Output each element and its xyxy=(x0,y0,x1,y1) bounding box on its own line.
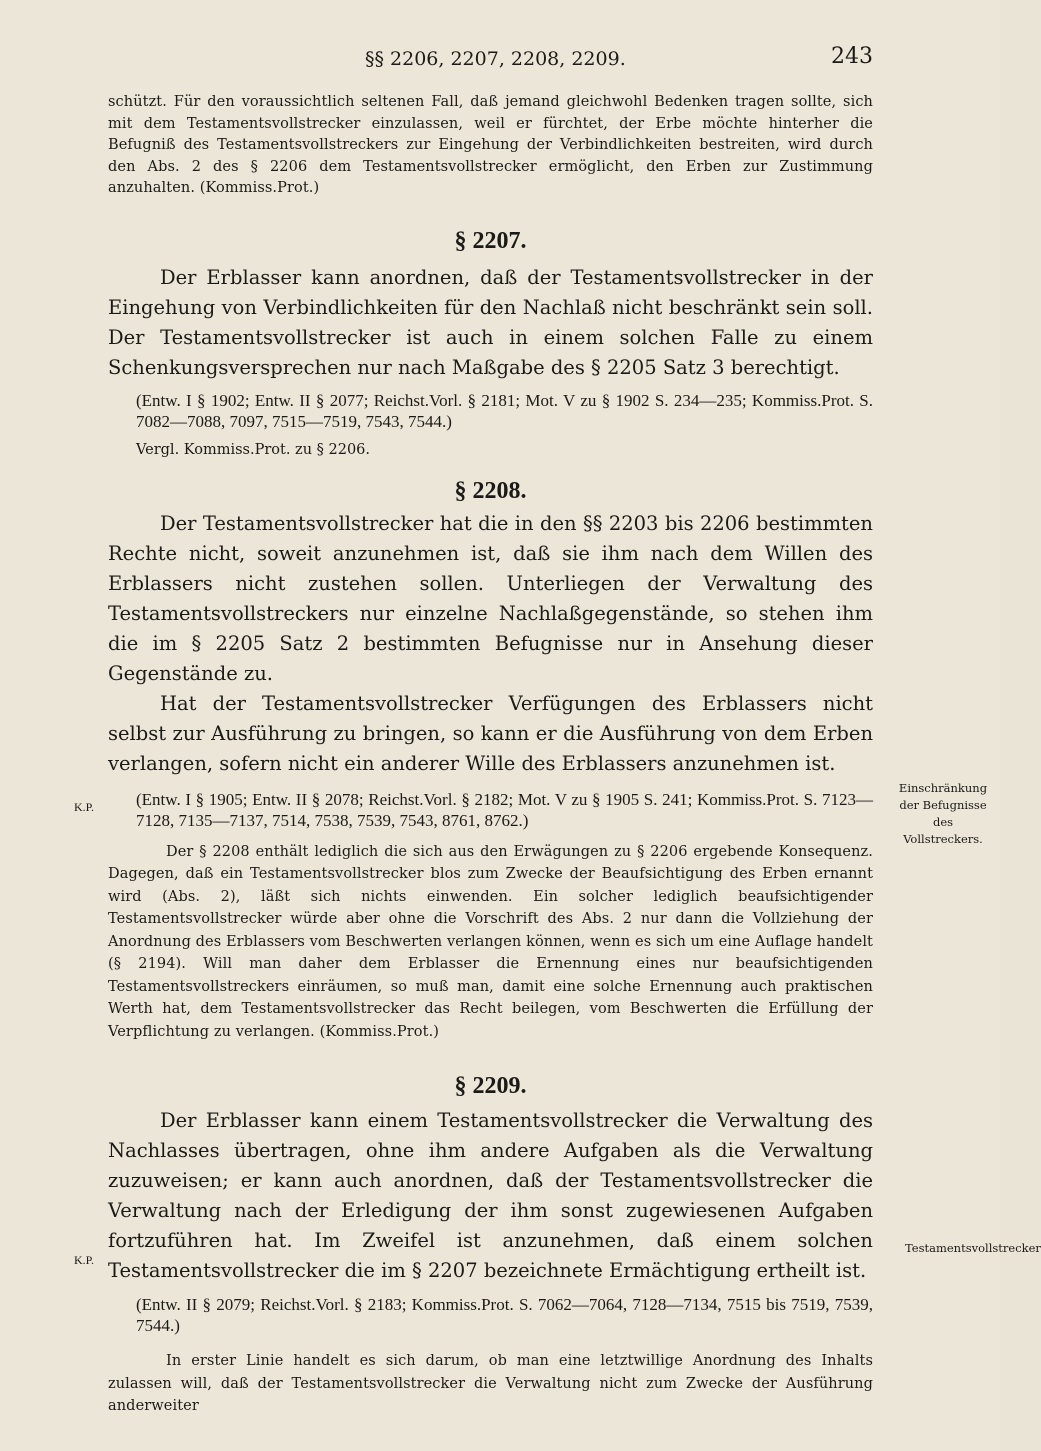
section-heading-2208: § 2208. xyxy=(454,477,527,504)
section-2208-commentary: Der § 2208 enthält lediglich die sich aus den Erwägungen zu § 2206 ergebende Konsequenz. Dagegen, daß ein Testamentsvollstrecker blos zum Zwecke der Beaufsichtigung des Erben ernannt wird (Abs. 2), läßt sich nichts einwenden. Ein solcher lediglich beaufsichtigender Testamentsvollstrecker würde aber ohne die Vorschrift des Abs. 2 nur dann die Vollziehung der Anordnung des Erblassers vom Beschwerten verlangen können, wenn es sich um eine Auflage handelt (§ 2194). Will man daher dem Erblasser die Ernennung eines nur beaufsichtigenden Testamentsvollstreckers einräumen, so muß man, damit eine solche Ernennung auch praktischen Werth hat, dem Testamentsvollstrecker das Recht beilegen, vom Beschwerten die Erfüllung der Verpflichtung zu verlangen. (Kommiss.Prot.) xyxy=(108,843,873,1040)
section-2208-paragraph-2: Hat der Testamentsvollstrecker Verfügungen des Erblassers nicht selbst zur Ausführung zu bringen, so kann er die Ausführung von dem Erben verlangen, sofern nicht ein anderer Wille des Erblassers anzunehmen ist. xyxy=(108,691,873,775)
section-2209-text: Der Erblasser kann einem Testamentsvollstrecker die Verwaltung des Nachlasses übertragen, ohne ihm andere Aufgaben als die Verwaltung zuzuweisen; er kann auch anordnen, daß der Testamentsvollstrecker die Verwaltung nach der Erledigung der ihm sonst zugewiesenen Aufgaben fortzuführen hat. Im Zweifel ist anzunehmen, daß einem solchen Testamentsvollstrecker die im § 2207 bezeichnete Ermächtigung ertheilt ist. xyxy=(108,1109,873,1282)
running-head-sections: §§ 2206, 2207, 2208, 2209. xyxy=(365,48,626,70)
section-2208-references: (Entw. I § 1905; Entw. II § 2078; Reichst.Vorl. § 2182; Mot. V zu § 1905 S. 241; Kommiss.Prot. S. 7123—7128, 7135—7137, 7514, 7538, 7539, 7543, 8761, 8762.) xyxy=(136,789,873,830)
kp-marker-2208: K.P. xyxy=(74,800,95,814)
section-2209-references: (Entw. II § 2079; Reichst.Vorl. § 2183; Kommiss.Prot. S. 7062—7064, 7128—7134, 7515 bis 7519, 7539, 7544.) xyxy=(136,1295,873,1335)
page-body xyxy=(108,92,873,1418)
section-2209-commentary: In erster Linie handelt es sich darum, ob man eine letztwillige Anordnung des Inhalts zulassen will, daß der Testamentsvollstrecker die Verwaltung nicht zum Zwecke der Ausführung anderweiter xyxy=(108,1353,873,1414)
section-2208-paragraph-1: Der Testamentsvollstrecker hat die in den §§ 2203 bis 2206 bestimmten Rechte nicht, soweit anzunehmen ist, daß sie ihm nach dem Willen des Erblassers nicht zustehen sollen. Unterliegen der Verwaltung des Testamentsvollstreckers nur einzelne Nachlaßgegenstände, so stehen ihm die im § 2205 Satz 2 bestimmten Befugnisse nur in Ansehung dieser Gegenstände zu. xyxy=(108,511,873,685)
section-2207-vergl: Vergl. Kommiss.Prot. zu § 2206. xyxy=(136,441,371,458)
running-head xyxy=(105,44,875,74)
margin-note-2209: Testamentsvollstrecker xyxy=(905,1241,1041,1255)
intro-paragraph: schützt. Für den voraussichtlich seltenen Fall, daß jemand gleichwohl Bedenken tragen sollte, sich mit dem Testamentsvollstrecker einzulassen, weil er fürchtet, der Erbe möchte hinterher die Befugniß des Testamentsvollstreckers zur Eingehung der Verbindlichkeiten bestreiten, wird durch den Abs. 2 des § 2206 dem Testamentsvollstrecker ermöglicht, den Erben zur Zustimmung anzuhalten. (Kommiss.Prot.) xyxy=(108,94,873,196)
margin-note-2208: Einschränkung der Befugnisse des Vollstreckers. xyxy=(898,781,988,846)
kp-marker-2209: K.P. xyxy=(74,1253,95,1267)
section-heading-2209: § 2209. xyxy=(454,1073,527,1099)
page-number: 243 xyxy=(831,44,873,69)
section-heading-2207: § 2207. xyxy=(454,227,527,254)
section-2207-references: (Entw. I § 1902; Entw. II § 2077; Reichst.Vorl. § 2181; Mot. V zu § 1902 S. 234—235; Kommiss.Prot. S. 7082—7088, 7097, 7515—7519, 7543, 7544.) xyxy=(136,390,873,431)
section-2207-text: Der Erblasser kann anordnen, daß der Testamentsvollstrecker in der Eingehung von Verbindlichkeiten für den Nachlaß nicht beschränkt sein soll. Der Testamentsvollstrecker ist auch in einem solchen Falle zu einem Schenkungsversprechen nur nach Maßgabe des § 2205 Satz 3 berechtigt. xyxy=(108,265,873,379)
